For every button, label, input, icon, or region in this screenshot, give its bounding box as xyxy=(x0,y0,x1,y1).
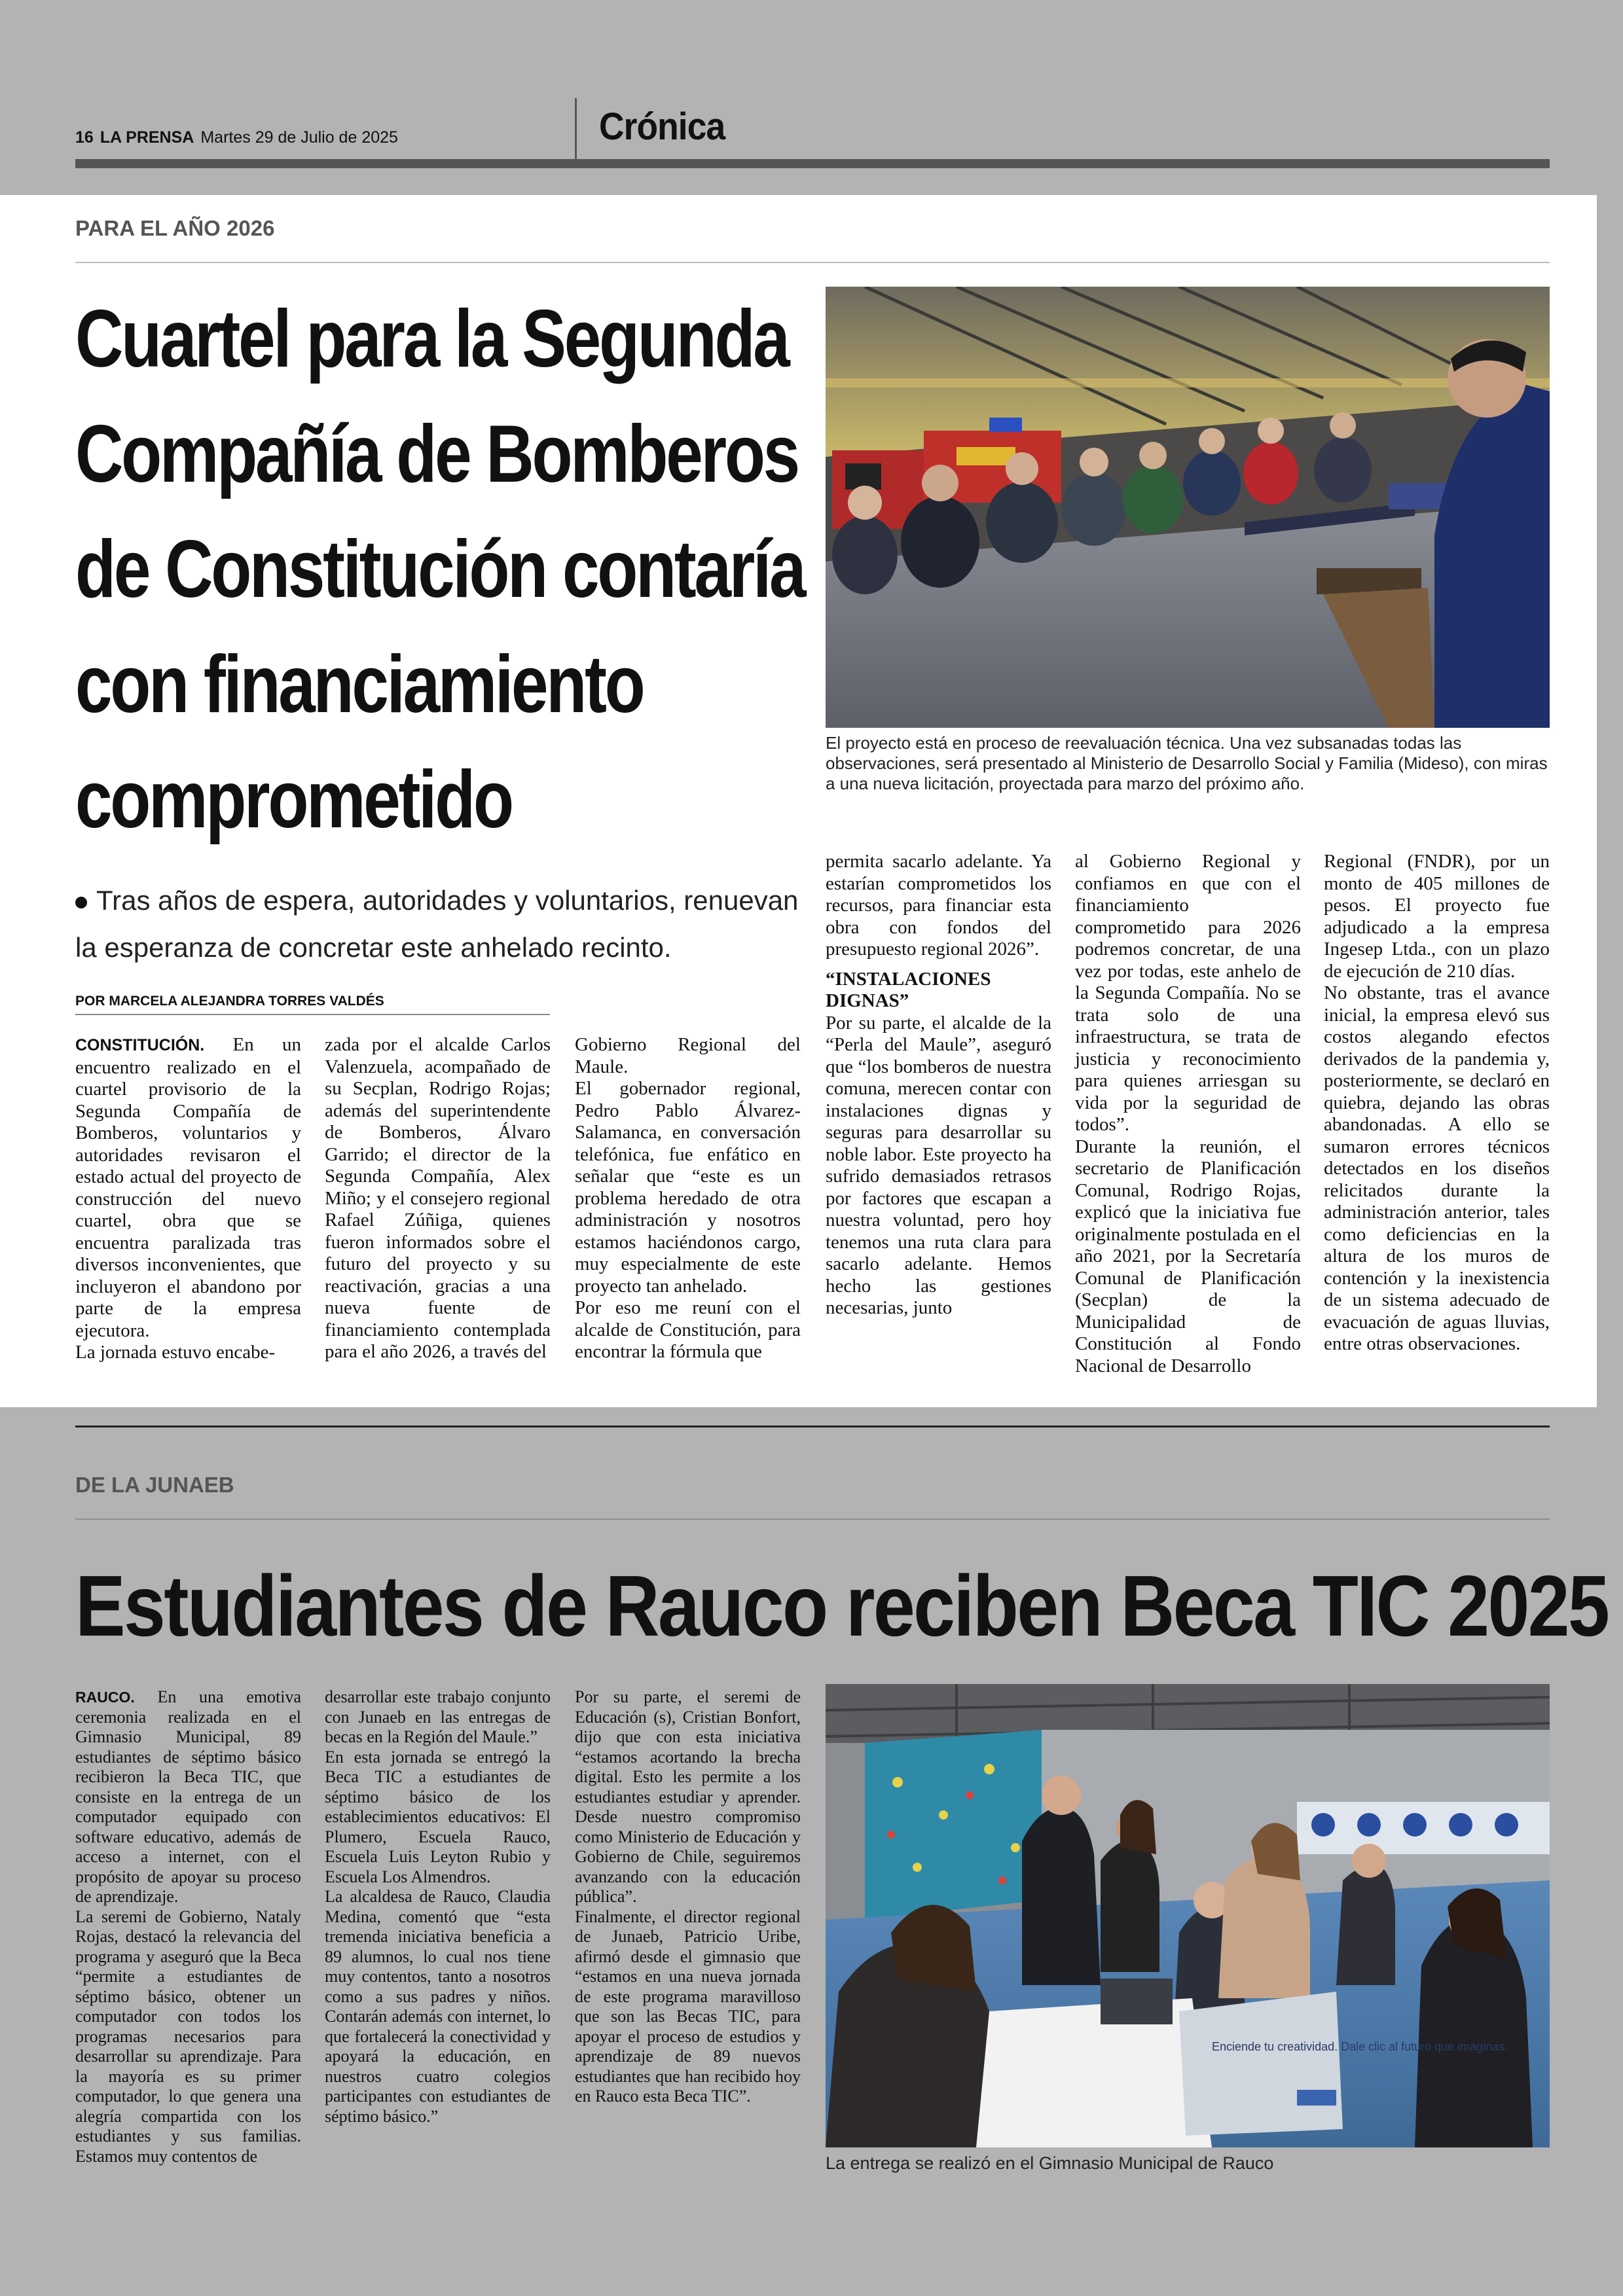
page-number: 16 xyxy=(75,128,94,147)
section-name: Crónica xyxy=(599,105,725,148)
article-separator xyxy=(75,1426,1550,1427)
article-column-4 xyxy=(826,851,1051,1319)
column-text: Finalmente, el director regional de Junaeb, Patricio Uribe, afirmó desde el gimnasio que “estamos en una nueva jornada de este programa maravilloso que son las Becas TIC, para apoyar el proceso de estudios y aprendizaje de 89 nuevos estudiantes que han recibido hoy en Rauco esta Beca TIC”. xyxy=(575,1907,801,2106)
column-text: La jornada estuvo encabe- xyxy=(75,1342,276,1363)
article-column-1 xyxy=(75,1034,301,1364)
article-column-3 xyxy=(575,1687,801,2107)
article-column-2 xyxy=(325,1034,551,1363)
header-bar xyxy=(75,159,1550,168)
article-column-5 xyxy=(1075,851,1301,1377)
meeting-photo xyxy=(826,287,1550,728)
column-text: En una emotiva ceremonia realizada en el Gimnasio Municipal, 89 estudiantes de séptimo básico recibieron la Beca TIC, que consiste en la entrega de un computador equipado con software educativo, además de acceso a internet, con el propósito de apoyar su proceso de aprendizaje. xyxy=(75,1687,301,1906)
kicker-rule xyxy=(75,1518,1550,1520)
lead-text: Tras años de espera, autoridades y voluntarios, renuevan la esperanza de concretar este anhelado recinto. xyxy=(75,885,799,963)
column-text: desarrollar este trabajo conjunto con Junaeb en las entregas de becas en la Región del Maule.” xyxy=(325,1687,551,1746)
byline: POR MARCELA ALEJANDRA TORRES VALDÉS xyxy=(75,994,384,1009)
article-kicker: DE LA JUNAEB xyxy=(75,1473,234,1497)
column-text: La seremi de Gobierno, Nataly Rojas, destacó la relevancia del programa y aseguró que la Beca “permite a estudiantes de séptimo básico, obtener un computador con todos los programas necesarios para desarrollar su aprendizaje. Para la mayoría es su primer computador, lo que genera una alegría compartida con los estudiantes y sus familias. Estamos muy contentos de xyxy=(75,1907,301,2166)
column-text: No obstante, tras el avance inicial, la empresa elevó sus costos alegando efectos derivados de la pandemia y, posteriormente, se declaró en quiebra, dejando las obras abandonadas. A ello se sumaron errores técnicos detectados en los diseños relicitados durante la administración anterior, tales como deficiencias en la altura de los muros de contención y la inexistencia de un sistema adecuado de evacuación de aguas lluvias, entre otras observaciones. xyxy=(1324,982,1550,1354)
article-kicker: PARA EL AÑO 2026 xyxy=(75,216,275,240)
column-text: al Gobierno Regional y confiamos en que con el financiamiento comprometido para 2026 podremos concretar, de una vez por todas, este anhelo de la Segunda Compañía. No se trata solo de una infraestructura, se trata de justicia y reconocimiento para quienes arriesgan su vida por la seguridad de todos”. xyxy=(1075,851,1301,1135)
paper-name: LA PRENSA xyxy=(100,128,194,147)
photo-caption: El proyecto está en proceso de reevaluación técnica. Una vez subsanadas todas las observaciones, será presentado al Ministerio de Desarrollo Social y Familia (Mideso), con miras a una nueva licitación, proyectada para marzo del próximo año. xyxy=(826,733,1548,793)
bullet-icon xyxy=(75,897,87,908)
column-text: permita sacarlo adelante. Ya estarían comprometidos los recursos, para financiar esta obra con fondos del presupuesto regional 2026”. xyxy=(826,851,1051,960)
screen-message: Enciende tu creatividad. Dale clic al futuro que imaginas. xyxy=(1212,2040,1508,2053)
article-headline: Estudiantes de Rauco reciben Beca TIC 2025 xyxy=(75,1558,1609,1654)
column-text: La alcaldesa de Rauco, Claudia Medina, comentó que “esta tremenda iniciativa beneficia a 89 alumnos, lo cual nos tiene muy contentos, tanto a nosotros como a sus padres y niños. Contarán además con internet, lo que fortalecerá la conectividad y apoyará la educación, en nuestros cuatro colegios participantes con estudiantes de séptimo básico.” xyxy=(325,1887,551,2126)
column-text: Gobierno Regional del Maule. xyxy=(575,1034,801,1077)
column-text: Por su parte, el seremi de Educación (s), Cristian Bonfort, dijo que con esta iniciativa “estamos acortando la brecha digital. Esto les permite a los estudiantes estudiar y aprender. Desde nuestro compromiso como Ministerio de Educación y Gobierno de Chile, seguiremos avanzando con la educación pública”. xyxy=(575,1687,801,1906)
column-text: Por su parte, el alcalde de la “Perla del Maule”, aseguró que “los bomberos de nuestra comuna, merecen contar con instalaciones dignas y seguras para desarrollar su noble labor. Este proyecto ha sufrido demasiados retrasos por factores que escapan a nuestra voluntad, pero hoy tenemos una ruta clara para sacarlo adelante. Hemos hecho las gestiones necesarias, junto xyxy=(826,1012,1051,1318)
byline-rule xyxy=(75,1014,550,1015)
kicker-rule xyxy=(75,262,1550,263)
column-text: Por eso me reuní con el alcalde de Constitución, para encontrar la fórmula que xyxy=(575,1297,801,1362)
photo-caption: La entrega se realizó en el Gimnasio Municipal de Rauco xyxy=(826,2153,1274,2173)
article-column-1 xyxy=(75,1687,301,2166)
ceremony-photo xyxy=(826,1684,1550,2147)
article-column-6 xyxy=(1324,851,1550,1355)
column-text: En esta jornada se entregó la Beca TIC a estudiantes de séptimo básico de los establecimientos educativos: El Plumero, Escuela Rauco, Escuela Luis Leyton Rubio y Escuela Los Almendros. xyxy=(325,1747,551,1886)
column-text: Regional (FNDR), por un monto de 405 millones de pesos. El proyecto fue adjudicado a la empresa Ingesep Ltda., con un plazo de ejecución de 210 días. xyxy=(1324,851,1550,982)
article-column-3 xyxy=(575,1034,801,1363)
column-text: El gobernador regional, Pedro Pablo Álvarez-Salamanca, en conversación telefónica, fue enfático en señalar que “este es un problema heredado de otra administración y nosotros estamos haciéndonos cargo, muy especialmente de este proyecto tan anhelado. xyxy=(575,1078,801,1297)
article-headline: Cuartel para la Segunda Compañía de Bomberos de Constitución contaría con financiamiento comprometido xyxy=(75,294,805,845)
column-text: En un encuentro realizado en el cuartel provisorio de la Segunda Compañía de Bomberos, voluntarios y autoridades revisaron el estado actual del proyecto de construcción del nuevo cuartel, obra que se encuentra paralizada tras diversos inconvenientes, que incluyeron el abandono por parte de la empresa ejecutora. xyxy=(75,1034,301,1341)
dateline: RAUCO. xyxy=(75,1689,135,1706)
dateline: CONSTITUCIÓN. xyxy=(75,1036,205,1054)
subheading: “INSTALACIONES DIGNAS” xyxy=(826,968,991,1011)
header-divider xyxy=(575,98,577,162)
article-column-2 xyxy=(325,1687,551,2126)
screen-text xyxy=(1212,2040,1508,2053)
issue-date: Martes 29 de Julio de 2025 xyxy=(200,128,398,147)
column-text: zada por el alcalde Carlos Valenzuela, acompañado de su Secplan, Rodrigo Rojas; además del superintendente de Bomberos, Álvaro Garrido; el director de la Segunda Compañía, Alex Miño; y el consejero regional Rafael Zúñiga, quienes fueron informados sobre el futuro del proyecto y su reactivación, gracias a una nueva fuente de financiamiento contemplada para el año 2026, a través del xyxy=(325,1034,551,1362)
column-text: Durante la reunión, el secretario de Planificación Comunal, Rodrigo Rojas, explicó que la iniciativa fue originalmente postulada en el año 2021, por la Secretaría Comunal de Planificación (Secplan) de la Municipalidad de Constitución al Fondo Nacional de Desarrollo xyxy=(1075,1136,1301,1376)
page-folio xyxy=(75,128,398,147)
article-lead xyxy=(75,877,802,971)
